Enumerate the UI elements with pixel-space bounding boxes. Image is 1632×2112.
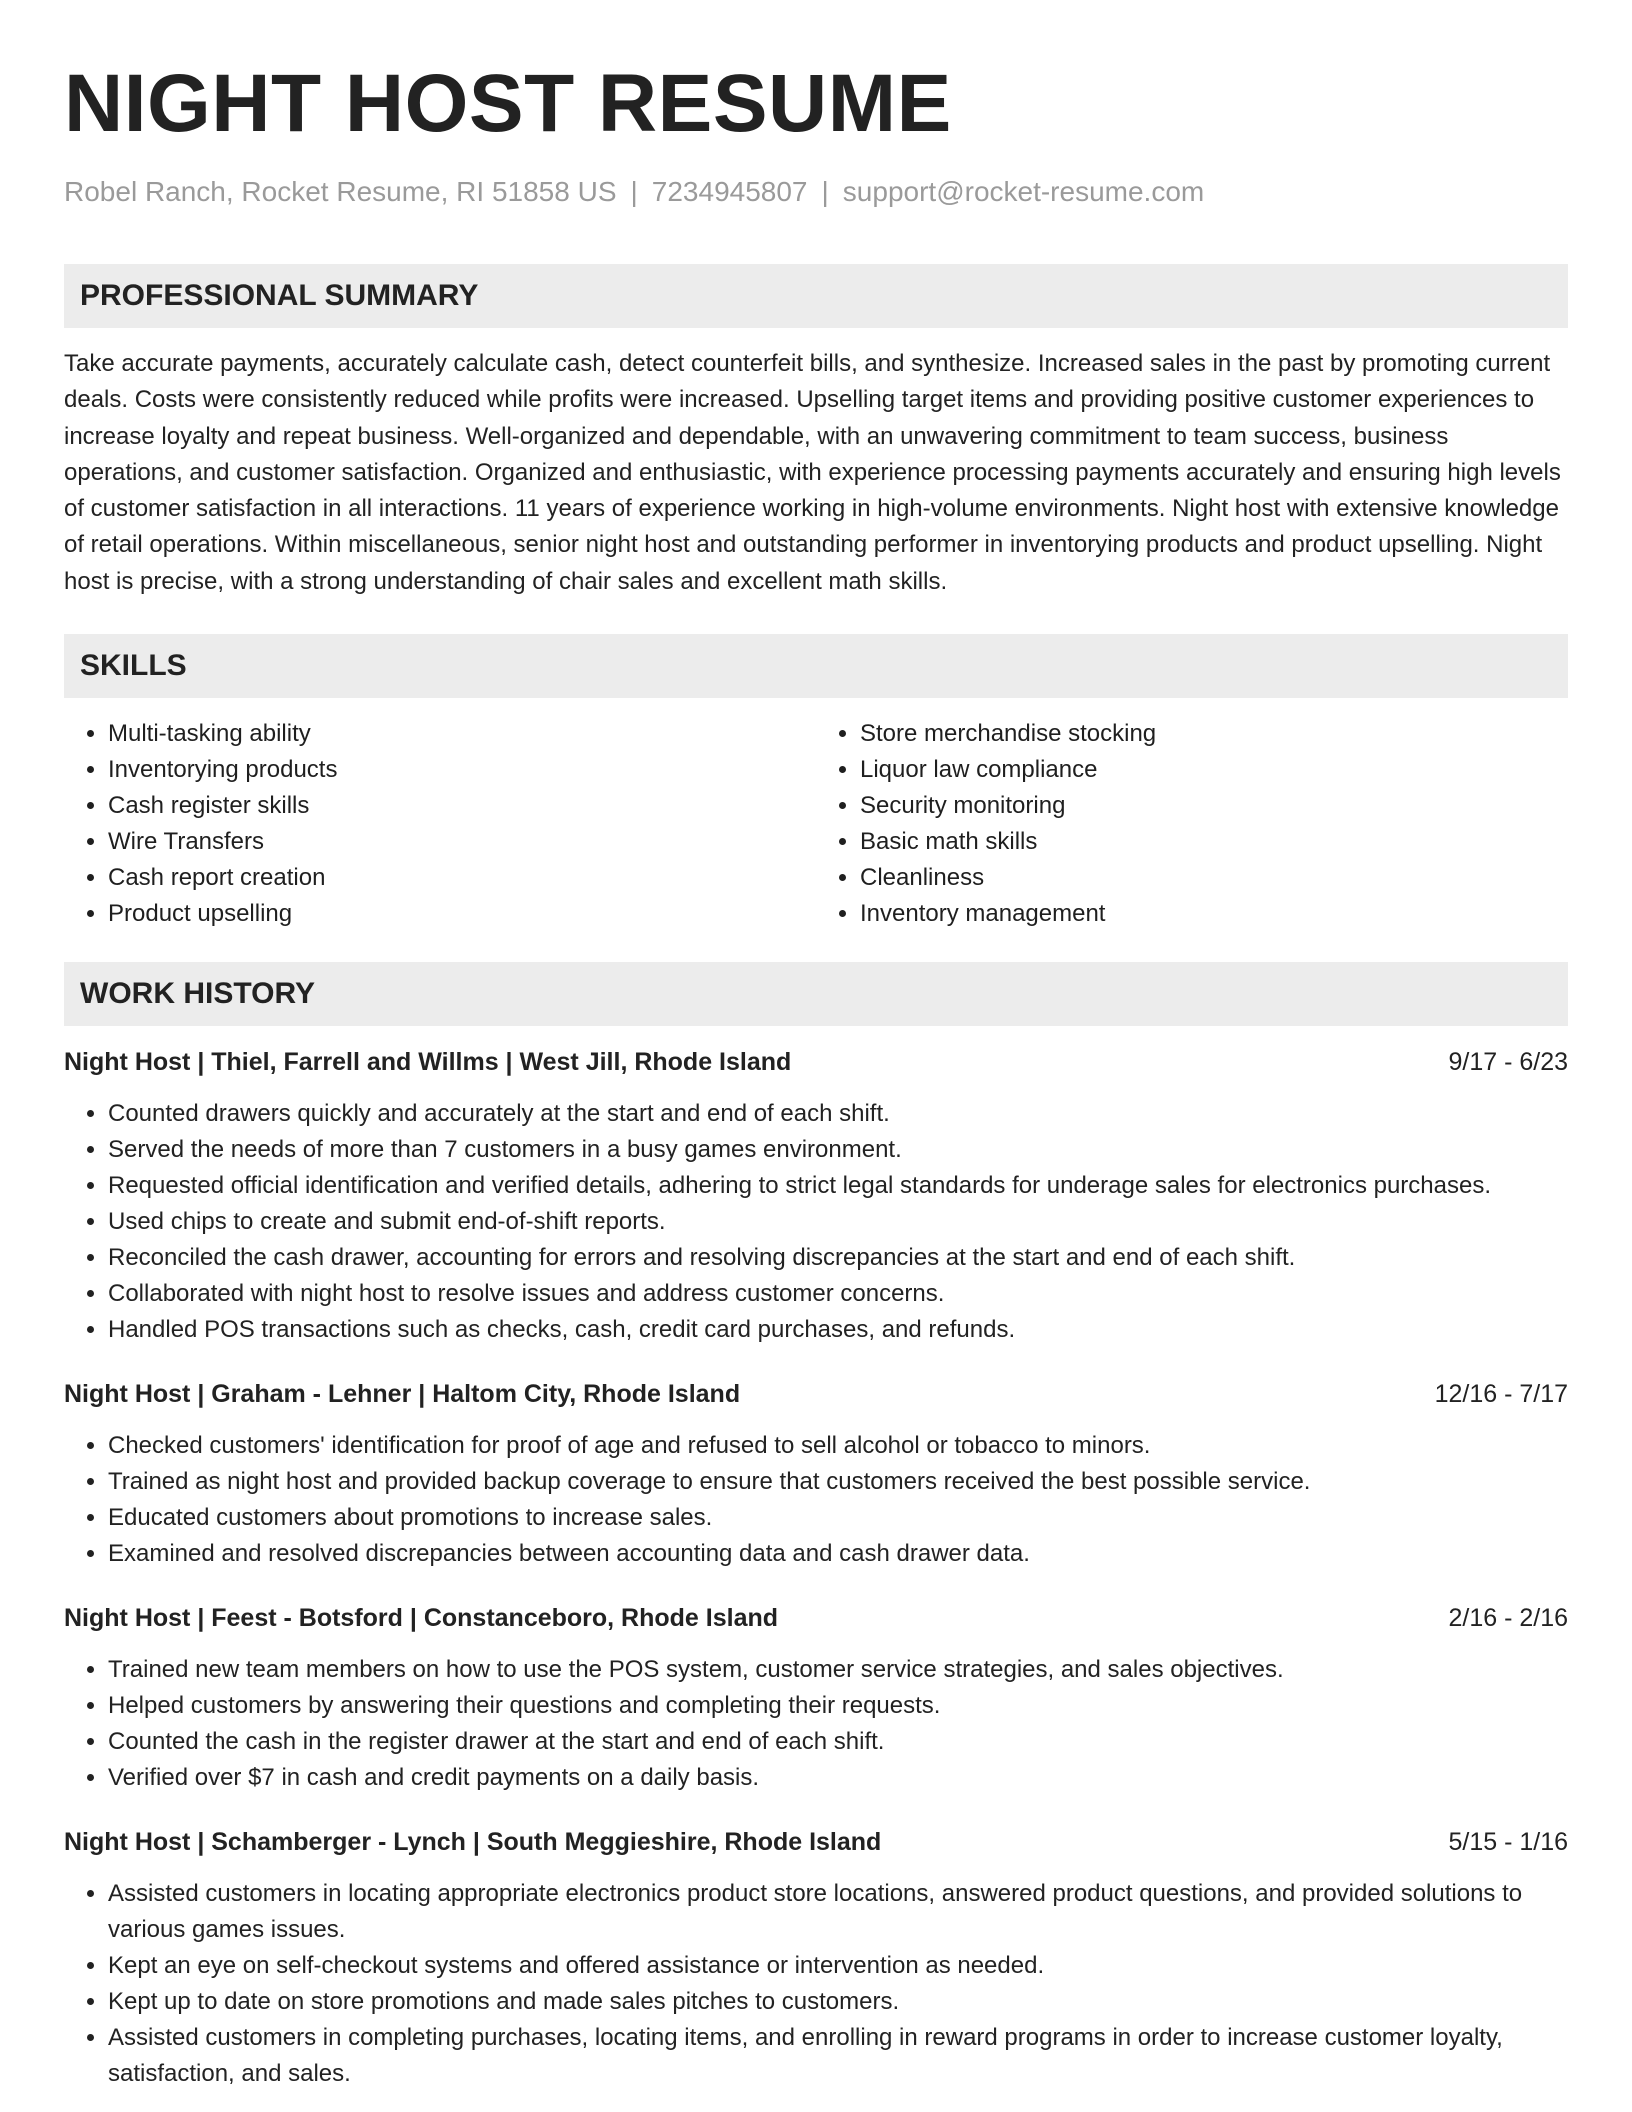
skill-item: • Multi-tasking ability xyxy=(108,716,816,752)
job-bullet: • Kept an eye on self-checkout systems and offered assistance or intervention as needed. xyxy=(108,1948,1568,1984)
contact-email: support@rocket-resume.com xyxy=(842,176,1205,207)
skill-item: • Store merchandise stocking xyxy=(860,716,1568,752)
job-bullet: • Handled POS transactions such as checks, cash, credit card purchases, and refunds. xyxy=(108,1312,1568,1348)
summary-text: Take accurate payments, accurately calculate cash, detect counterfeit bills, and synthesize. Increased sales in the past by promoting current deals. Costs were consistently reduced while profits were increased. Upselling target items and providing positive customer experiences to increase loyalty and repeat business. Well-organized and dependable, with an unwavering commitment to team success, business operations, and customer satisfaction. Organized and enthusiastic, with experience processing payments accurately and ensuring high levels of customer satisfaction in all interactions. 11 years of experience working in high-volume environments. Night host with extensive knowledge of retail operations. Within miscellaneous, senior night host and outstanding performer in inventorying products and product upselling. Night host is precise, with a strong understanding of chair sales and excellent math skills. xyxy=(64,350,1561,595)
section-header-work-history: WORK HISTORY xyxy=(64,962,1568,1026)
contact-address: Robel Ranch, Rocket Resume, RI 51858 US xyxy=(64,176,617,207)
job-bullet: • Trained new team members on how to use the POS system, customer service strategies, and sales objectives. xyxy=(108,1652,1568,1688)
contact-line xyxy=(64,174,1568,210)
skill-item: • Inventory management xyxy=(860,896,1568,932)
job-bullet: • Educated customers about promotions to increase sales. xyxy=(108,1500,1568,1536)
contact-phone: 7234945807 xyxy=(651,176,808,207)
job-bullet: • Reconciled the cash drawer, accounting for errors and resolving discrepancies at the start and end of each shift. xyxy=(108,1240,1568,1276)
job-dates: 2/16 - 2/16 xyxy=(1448,1604,1568,1633)
job-heading xyxy=(64,1824,1568,1860)
job-bullet: • Counted the cash in the register drawer at the start and end of each shift. xyxy=(108,1724,1568,1760)
job-bullets xyxy=(64,1876,1568,2092)
skills-column-left xyxy=(64,716,816,932)
job-entry xyxy=(64,1824,1568,2092)
job-bullet: • Verified over $7 in cash and credit payments on a daily basis. xyxy=(108,1760,1568,1796)
job-bullet: • Used chips to create and submit end-of-shift reports. xyxy=(108,1204,1568,1240)
job-title: Night Host | Graham - Lehner | Haltom City, Rhode Island xyxy=(64,1380,741,1409)
job-entry xyxy=(64,1600,1568,1796)
skill-item: • Product upselling xyxy=(108,896,816,932)
job-title: Night Host | Feest - Botsford | Constanceboro, Rhode Island xyxy=(64,1604,779,1633)
skill-item: • Inventorying products xyxy=(108,752,816,788)
skill-item: • Wire Transfers xyxy=(108,824,816,860)
job-title: Night Host | Thiel, Farrell and Willms | West Jill, Rhode Island xyxy=(64,1048,792,1077)
skill-item: • Security monitoring xyxy=(860,788,1568,824)
section-header-summary: PROFESSIONAL SUMMARY xyxy=(64,264,1568,328)
section-header-skills: SKILLS xyxy=(64,634,1568,698)
job-bullets xyxy=(64,1096,1568,1348)
job-heading xyxy=(64,1376,1568,1412)
job-entry xyxy=(64,1376,1568,1572)
skill-item: • Cash report creation xyxy=(108,860,816,896)
job-bullets xyxy=(64,1428,1568,1572)
job-bullet: • Checked customers' identification for proof of age and refused to sell alcohol or tobacco to minors. xyxy=(108,1428,1568,1464)
skill-item: • Cleanliness xyxy=(860,860,1568,896)
job-heading xyxy=(64,1044,1568,1080)
job-bullets xyxy=(64,1652,1568,1796)
job-bullet: • Kept up to date on store promotions and made sales pitches to customers. xyxy=(108,1984,1568,2020)
job-bullet: • Assisted customers in completing purchases, locating items, and enrolling in reward programs in order to increase customer loyalty, satisfaction, and sales. xyxy=(108,2020,1568,2092)
job-bullet: • Served the needs of more than 7 customers in a busy games environment. xyxy=(108,1132,1568,1168)
job-bullet: • Counted drawers quickly and accurately at the start and end of each shift. xyxy=(108,1096,1568,1132)
job-bullet: • Collaborated with night host to resolve issues and address customer concerns. xyxy=(108,1276,1568,1312)
skill-item: • Liquor law compliance xyxy=(860,752,1568,788)
job-dates: 5/15 - 1/16 xyxy=(1448,1828,1568,1857)
job-bullet: • Requested official identification and verified details, adhering to strict legal standards for underage sales for electronics purchases. xyxy=(108,1168,1568,1204)
job-bullet: • Assisted customers in locating appropriate electronics product store locations, answered product questions, and provided solutions to various games issues. xyxy=(108,1876,1568,1948)
job-heading xyxy=(64,1600,1568,1636)
job-bullet: • Examined and resolved discrepancies between accounting data and cash drawer data. xyxy=(108,1536,1568,1572)
skills-column-right xyxy=(816,716,1568,932)
resume-title: NIGHT HOST RESUME xyxy=(64,58,952,149)
skill-item: • Cash register skills xyxy=(108,788,816,824)
job-dates: 12/16 - 7/17 xyxy=(1434,1380,1568,1409)
contact-separator: | xyxy=(821,176,829,207)
skills-list xyxy=(64,716,1568,932)
job-entry xyxy=(64,1044,1568,1348)
job-dates: 9/17 - 6/23 xyxy=(1448,1048,1568,1077)
job-title: Night Host | Schamberger - Lynch | South Meggieshire, Rhode Island xyxy=(64,1828,882,1857)
contact-separator: | xyxy=(630,176,638,207)
job-bullet: • Trained as night host and provided backup coverage to ensure that customers received the best possible service. xyxy=(108,1464,1568,1500)
skill-item: • Basic math skills xyxy=(860,824,1568,860)
job-bullet: • Helped customers by answering their questions and completing their requests. xyxy=(108,1688,1568,1724)
